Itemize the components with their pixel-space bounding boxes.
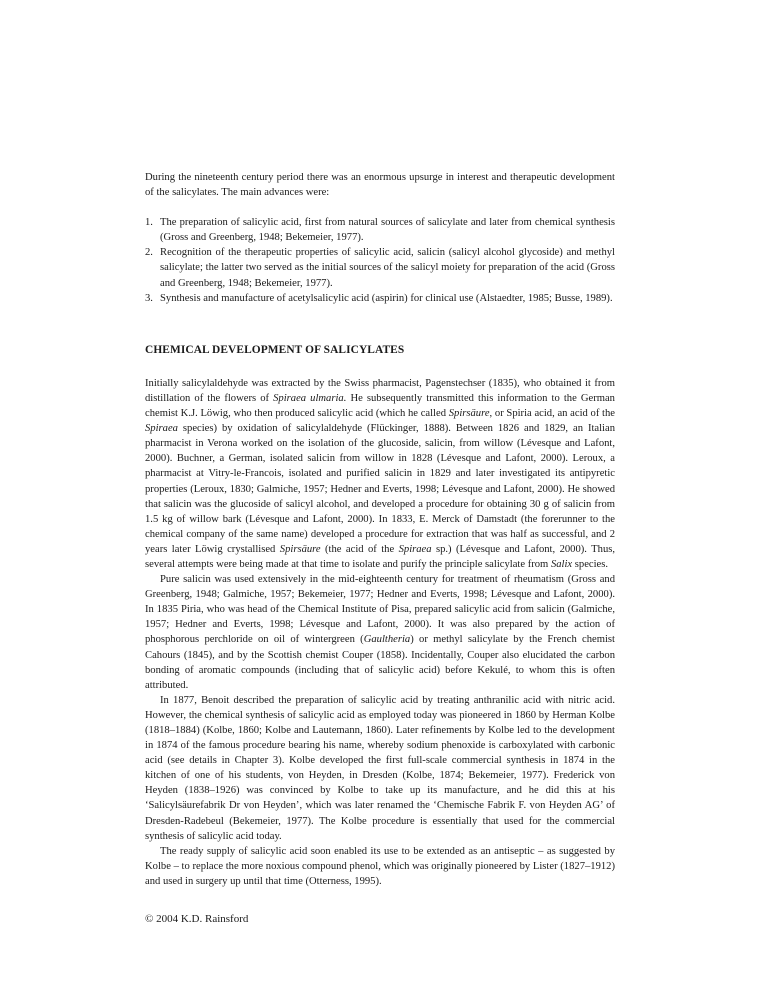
list-item-text: Synthesis and manufacture of acetylsalicylic acid (aspirin) for clinical use (Alstaedter, 1985; Busse, 1989).: [160, 292, 613, 304]
italic-term: Gaultheria: [363, 634, 411, 646]
list-item-number: 3.: [145, 292, 153, 304]
body-paragraph-1: [145, 376, 615, 572]
page-content: [145, 170, 615, 889]
italic-term: Spirsäure: [448, 408, 490, 420]
list-item-text: Recognition of the therapeutic properties of salicylic acid, salicin (salicyl alcohol glycoside) and methyl salicylate; the latter two served as the initial sources of the salicyl moiety for preparation of the acid (Gross and Greenberg, 1948; Bekemeier, 1977).: [160, 247, 615, 289]
text-run: , or Spiria acid, an acid of the: [489, 408, 615, 420]
body-paragraph-2: [145, 572, 615, 693]
list-item-number: 1.: [145, 217, 153, 229]
text-run: (the acid of the: [320, 543, 399, 555]
italic-term: Salix: [550, 558, 573, 570]
body-paragraph-4: The ready supply of salicylic acid soon enabled its use to be extended as an antiseptic – as suggested by Kolbe – to replace the more noxious compound phenol, which was originally pioneered by Lister (1827–1912) and used in surgery up until that time (Otterness, 1995).: [145, 845, 615, 887]
text-run: ) or methyl salicylate by the French chemist Cahours (1845), and by the Scottish chemist Couper (1858). Incidentally, Couper also elucidated the carbon bonding of aromatic compounds (including that of salicylic acid) before Kekulé, to whom this is often attributed.: [145, 634, 615, 691]
list-item-text: The preparation of salicylic acid, first from natural sources of salicylate and later from chemical synthesis (Gross and Greenberg, 1948; Bekemeier, 1977).: [160, 217, 615, 244]
text-run: He subsequently transmitted this information to the German chemist K.J. Löwig, who then produced salicylic acid (which he called: [145, 392, 615, 420]
italic-term: Spiraea: [145, 423, 178, 435]
list-item-number: 2.: [145, 247, 153, 259]
list-item: [145, 215, 615, 245]
text-run: species) by oxidation of salicylaldehyde (Flückinger, 1888). Between 1826 and 1829, an Italian pharmacist in Verona worked on the isolation of the glucoside, salicin, from willow (Lévesque and Lafont, 2000). Buchner, a German, isolated salicin from willow in 1828 (Lévesque and Lafont, 2000). Leroux, a pharmacist at Vitry-le-Francois, isolated and purified salicin in 1829 and later investigated its antipyretic properties (Leroux, 1830; Galmiche, 1957; Hedner and Everts, 1998; Lévesque and Lafont, 2000). He showed that salicin was the glucoside of salicyl alcohol, and developed a procedure for obtaining 30 g of salicin from 1.5 kg of willow bark (Lévesque and Lafont, 2000). In 1833, E. Merck of Damstadt (the forerunner to the chemical company of the same name) developed a procedure for extraction that was half as successful, and 2 years later Löwig crystallised: [145, 423, 615, 555]
section-heading: CHEMICAL DEVELOPMENT OF SALICYLATES: [145, 343, 405, 356]
list-item: [145, 245, 615, 290]
body-paragraph-3: In 1877, Benoit described the preparation of salicylic acid by treating anthranilic acid with nitric acid. However, the chemical synthesis of salicylic acid as employed today was pioneered in 1860 by Herman Kolbe (1818–1884) (Kolbe, 1860; Kolbe and Lautemann, 1860). Later refinements by Kolbe led to the development in 1874 of the famous procedure bearing his name, whereby sodium phenoxide is carboxylated with carbonic acid (see details in Chapter 3). Kolbe developed the first full-scale commercial synthesis in 1874 in the kitchen of one of his students, von Heyden, in Dresden (Kolbe, 1874; Bekemeier, 1977). Frederick von Heyden (1838–1926) was convinced by Kolbe to take up its manufacture, and he did this at his ‘Salicylsäurefabrik Dr von Heyden’, which was later renamed the ‘Chemische Fabrik F. von Heyden AG’ of Dresden-Radebeul (Bekemeier, 1977). The Kolbe procedure is essentially that used for the commercial synthesis of salicylic acid today.: [145, 694, 615, 842]
italic-term: Spiraea: [398, 543, 432, 555]
italic-term: Spirsäure: [279, 543, 321, 555]
italic-term: Spiraea ulmaria.: [273, 392, 347, 404]
text-run: Initially salicylaldehyde was extracted by the Swiss pharmacist, Pagenstechser (1835), who obtained it from distillation of the flowers of: [145, 377, 615, 404]
list-item: [145, 291, 615, 306]
text-run: species.: [572, 558, 609, 570]
text-run: Pure salicin was used extensively in the mid-eighteenth century for treatment of rheumatism (Gross and Greenberg, 1948; Galmiche, 1957; Bekemeier, 1977; Hedner and Everts, 1998; Lévesque and Lafont, 2000). In 1835 Piria, who was head of the Chemical Institute of Pisa, prepared salicylic acid from salicin (Galmiche, 1957; Hedner and Everts, 1998; Lévesque and Lafont, 2000). It was also prepared by the action of phosphorous perchloride on oil of wintergreen (: [145, 574, 615, 646]
copyright-footer: © 2004 K.D. Rainsford: [145, 913, 249, 925]
advances-list: [145, 215, 615, 306]
text-run: sp.) (Lévesque and Lafont, 2000). Thus, several attempts were being made at that time to isolate and purify the principle salicylate from: [145, 543, 616, 570]
intro-paragraph: During the nineteenth century period there was an enormous upsurge in interest and therapeutic development of the salicylates. The main advances were:: [145, 172, 615, 199]
